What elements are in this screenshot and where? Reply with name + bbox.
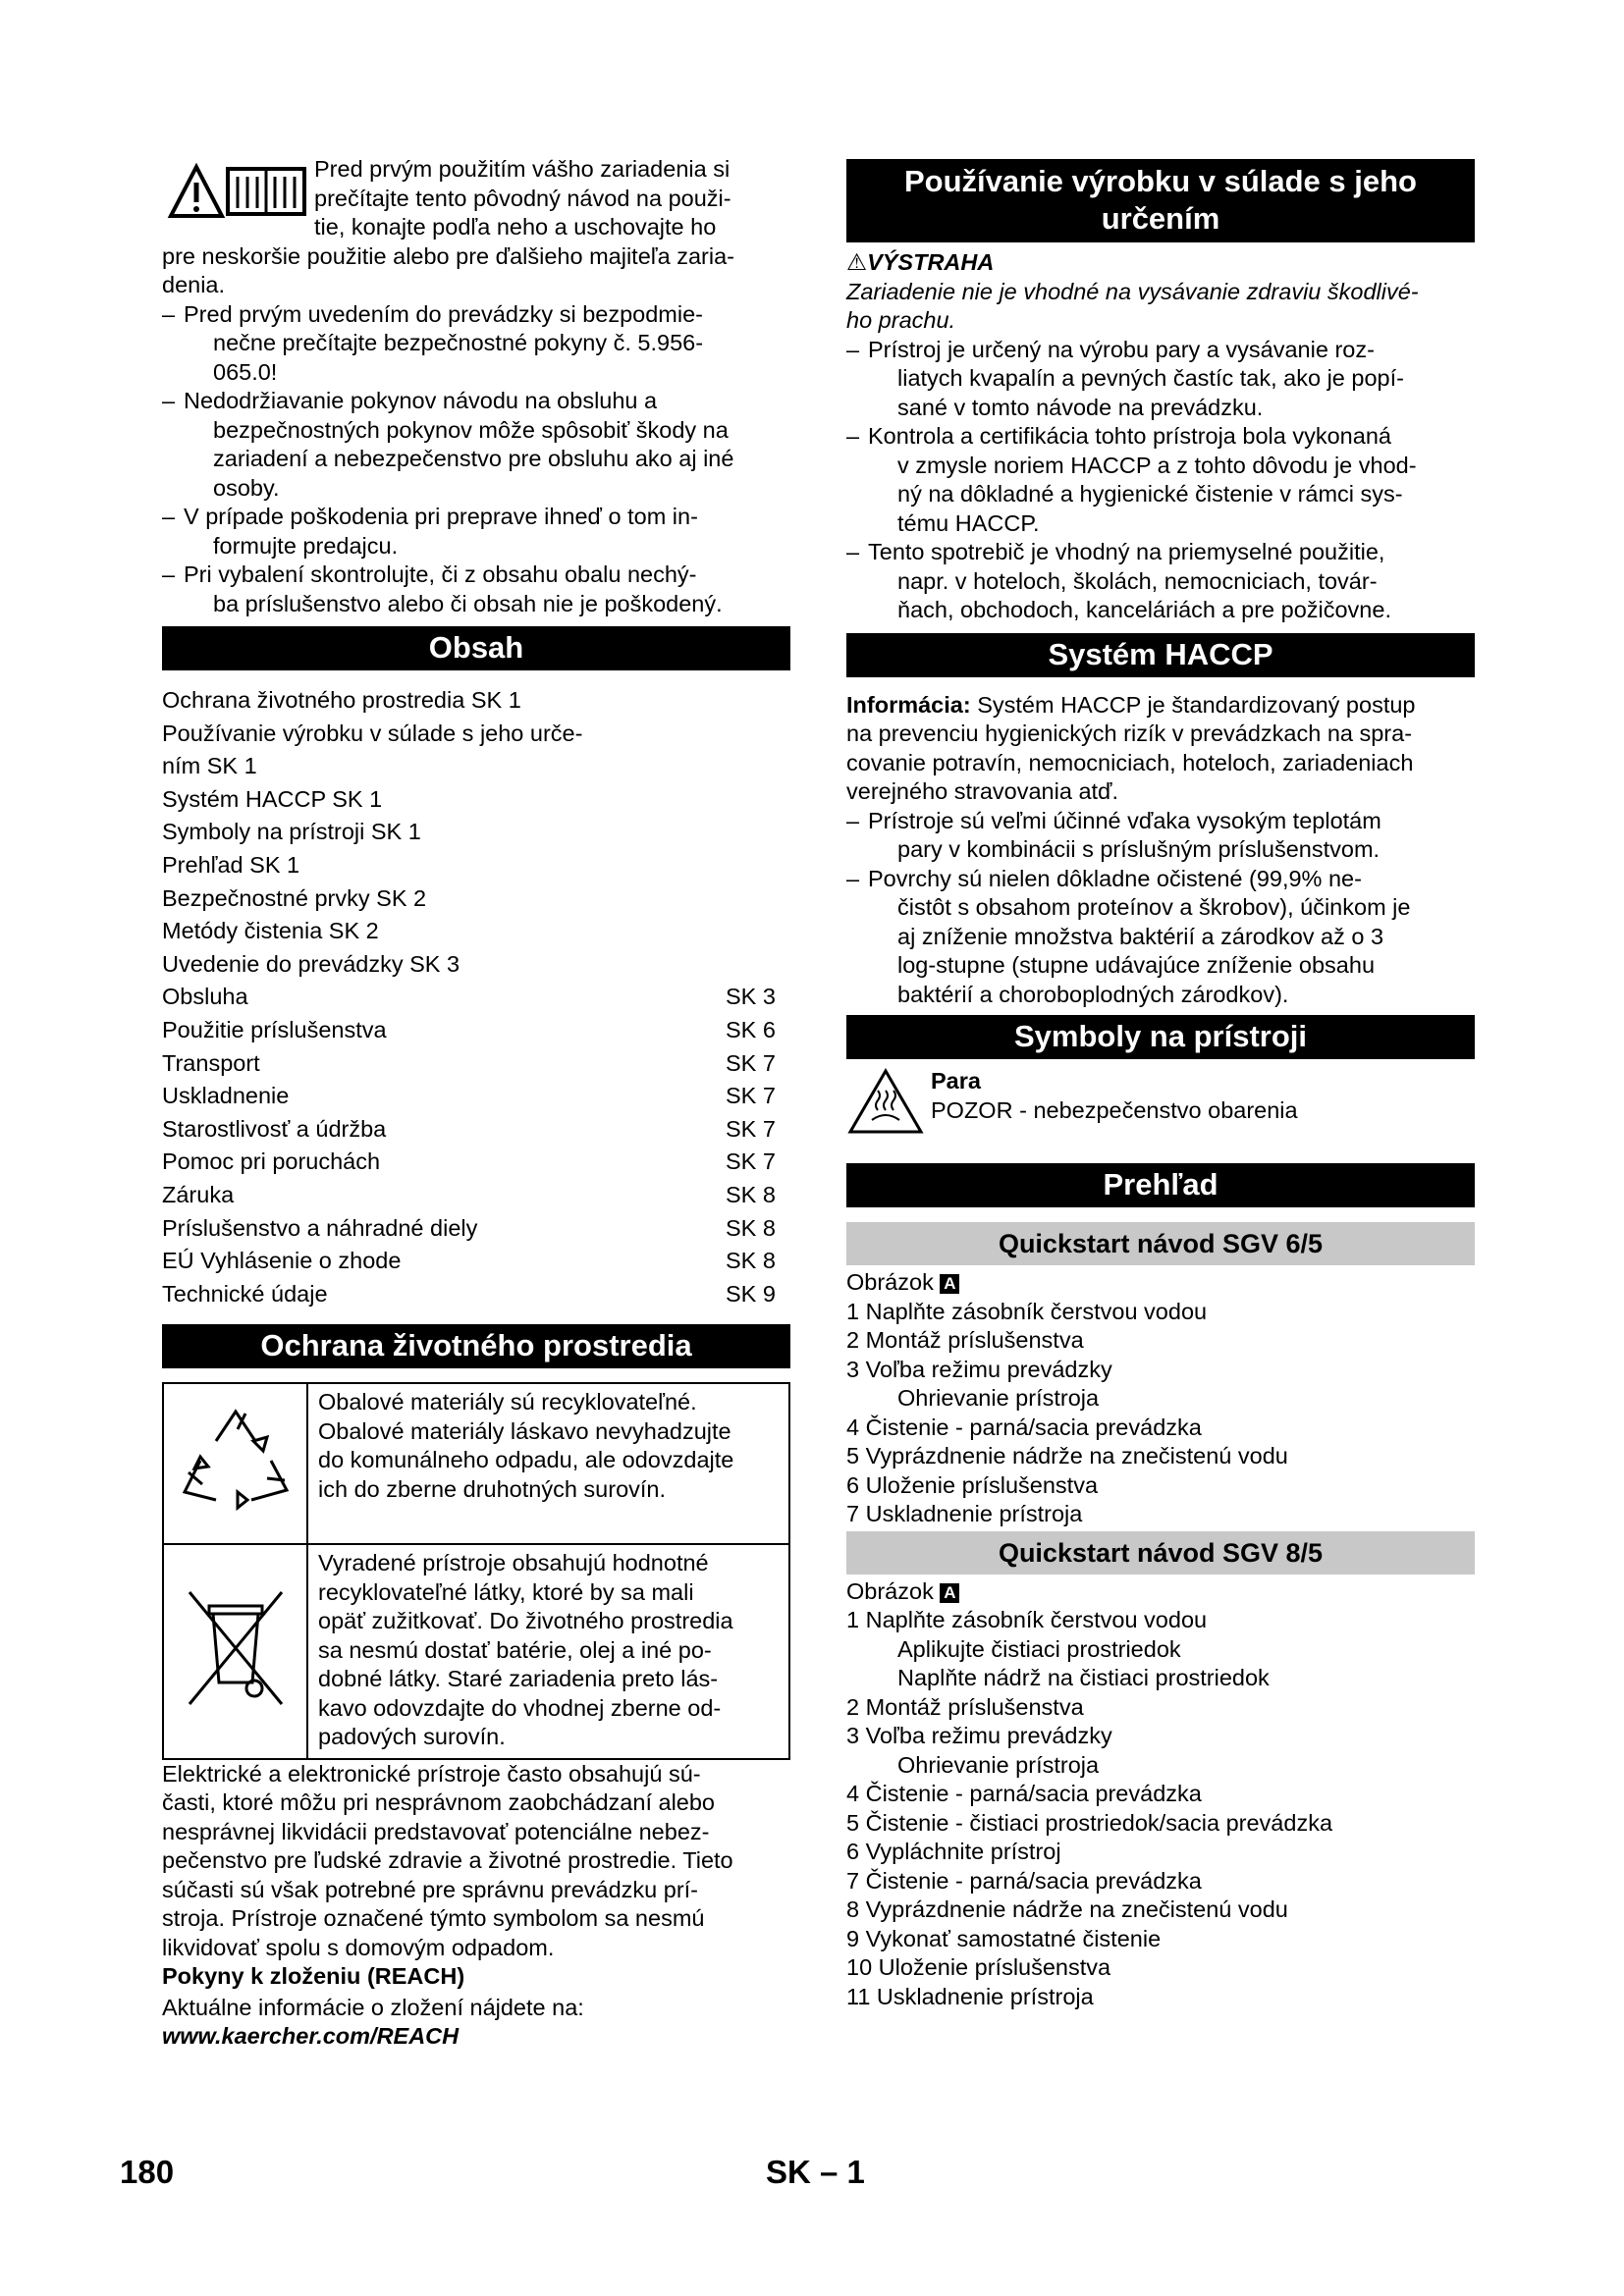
toc-entry[interactable]: Obsluha SK 3 [162,984,776,1010]
list-item: 9 Vykonať samostatné čistenie [846,1925,1162,1951]
intended-use-bullet: – Prístroj je určený na výrobu pary a vysávanie roz- liatych kvapalín a pevných častíc tak, ako je popí- sané v tomto návode na prevádzku. [846,336,1404,420]
recycle-icon [177,1402,295,1520]
section-number: SK – 1 [766,2154,865,2190]
left-column [162,155,790,2052]
quickstart-sgv-8-5: Obrázok A 1 Naplňte zásobník čerstvou vodou Aplikujte čistiaci prostriedok Naplňte nádrž na čistiaci prostriedok 2 Montáž príslušenstva 3 Voľba režimu prevádzky Ohrievanie prístroja 4 Čistenie - parná/sacia prevádzka 5 Čistenie - čistiaci prostriedok/sacia prevádzka 6 Vypláchnite prístroj 7 Čistenie - parná/sacia prevádzka 8 Vyprázdnenie nádrže na znečistenú vodu 9 Vykonať samostatné čistenie 10 Uloženie príslušenstva 11 Uskladnenie prístroja [846,1577,1475,2012]
toc-entry[interactable]: Používanie výrobku v súlade s jeho urče- [162,720,583,746]
toc-heading: Obsah [162,626,790,670]
warning-text: ho prachu. [846,307,956,333]
electro-text: Elektrické a elektronické prístroje často obsahujú sú- časti, ktoré môžu pri nesprávnom zaobchádzaní alebo nesprávnej likvidácii predstavovať potenciálne nebez- pečenstvo pre ľudské zdravie a životné prostredie. Tieto súčasti sú však potrebné pre správnu prevádzku prí- stroja. Prístroje označené týmto symbolom sa nesmú likvidovať spolu s domovým odpadom. [162,1760,733,1960]
intro-line: Pred prvým použitím vášho zariadenia si [314,156,731,182]
page-number: 180 [120,2154,175,2190]
toc-entry[interactable]: Príslušenstvo a náhradné diely SK 8 [162,1214,776,1241]
toc-entry[interactable]: Transport SK 7 [162,1049,776,1076]
intro-bullet: – V prípade poškodenia pri preprave ihneď o tom in- formujte predajcu. [162,504,698,559]
toc-entry[interactable]: Systém HACCP SK 1 [162,785,383,812]
toc-entry[interactable]: Uvedenie do prevádzky SK 3 [162,950,460,977]
intro-line: denia. [162,272,226,297]
haccp-bullet: – Prístroje sú veľmi účinné vďaka vysokým teplotám pary v kombinácii s príslušným príslušenstvom. [846,807,1381,862]
list-item: 1 Naplňte zásobník čerstvou vodou [846,1607,1208,1632]
intended-use-heading: Používanie výrobku v súlade s jeho určením [846,159,1475,242]
list-item: 10 Uloženie príslušenstva [846,1954,1111,1980]
list-item: 4 Čistenie - parná/sacia prevádzka [846,1414,1202,1440]
intended-use-bullet: – Tento spotrebič je vhodný na priemyselné použitie, napr. v hoteloch, školách, nemocniciach, továr- ňach, obchodoch, kanceláriách a pre požičovne. [846,539,1391,622]
overview-heading: Prehľad [846,1163,1475,1207]
list-item: 2 Montáž príslušenstva [846,1693,1084,1720]
symbols-heading: Symboly na prístroji [846,1015,1475,1059]
intro-line: tie, konajte podľa neho a uschovajte ho [314,214,717,240]
haccp-bullet: – Povrchy sú nielen dôkladne očistené (99,9% ne- čistôt s obsahom proteínov a škrobov), účinkom je aj zníženie množstva baktérií a zárodkov až o 3 log-stupne (stupne udávajúce zníženie obsahu baktérií a choroboplodných zárodkov). [846,865,1411,1007]
list-item: 6 Uloženie príslušenstva [846,1471,1099,1498]
toc-entry[interactable]: Ochrana životného prostredia SK 1 [162,687,521,713]
toc-entry[interactable]: Starostlivosť a údržba SK 7 [162,1115,776,1142]
list-item: 7 Uskladnenie prístroja [846,1501,1083,1526]
symbol-steam: Para POZOR - nebezpečenstvo obarenia [846,1067,1475,1136]
intended-use-bullet: – Kontrola a certifikácia tohto prístroja bola vykonaná v zmysle noriem HACCP a z tohto dôvodu je vhod- ný na dôkladné a hygienické čistenie v rámci sys- tému HACCP. [846,423,1417,536]
intro-block [162,155,790,618]
intro-bullet: – Nedodržiavanie pokynov návodu na obsluhu a bezpečnostných pokynov môže spôsobiť škody na zariadení a nebezpečenstvo pre obsluhu ako aj iné osoby. [162,388,734,501]
list-item: 8 Vyprázdnenie nádrže na znečistenú vodu [846,1896,1288,1922]
toc-entry[interactable]: EÚ Vyhlásenie o zhode SK 8 [162,1248,776,1274]
reach-title: Pokyny k zloženiu (REACH) [162,1963,465,1990]
haccp-info: Informácia: Systém HACCP je štandardizovaný postup [846,691,1416,718]
intro-bullet: – Pri vybalení skontrolujte, či z obsahu obalu nechý- ba príslušenstvo alebo či obsah nie je poškodený. [162,561,723,616]
toc-entry[interactable]: ním SK 1 [162,753,257,779]
list-item: 2 Montáž príslušenstva [846,1327,1084,1353]
intro-bullet: – Pred prvým uvedením do prevádzky si bezpodmie- nečne prečítajte bezpečnostné pokyny č. 5.956- 065.0! [162,300,704,385]
list-item: 6 Vypláchnite prístroj [846,1839,1061,1864]
environment-table: Obalové materiály sú recyklovateľné. Obalové materiály láskavo nevyhadzujte do komunálneho odpadu, ale odovzdajte ich do zberne druhotných surovín. Vyradené prístroje obsahujú hodnotné recyklovateľné látky, ktoré by sa mali opäť zužitkovať. Do životného prostredia sa nesmú dostať batérie, olej a iné po- dobné látky. Staré zariadenia preto lás- kavo odovzdajte do vhodnej zberne od- padových surovín. [162,1382,790,1760]
intro-line: prečítajte tento pôvodný návod na použi- [314,185,731,211]
toc-entry[interactable]: Pomoc pri poruchách SK 7 [162,1148,776,1175]
toc-entry[interactable]: Prehľad SK 1 [162,851,300,878]
toc-entry[interactable]: Bezpečnostné prvky SK 2 [162,884,427,911]
list-item: 5 Čistenie - čistiaci prostriedok/sacia prevádzka [846,1809,1333,1836]
warning-title: ⚠VÝSTRAHA [846,249,995,275]
toc-entry[interactable]: Symboly na prístroji SK 1 [162,819,421,845]
intro-line: pre neskoršie použitie alebo pre ďalšieho majiteľa zaria- [162,242,734,269]
toc-entry[interactable]: Metódy čistenia SK 2 [162,918,379,944]
figure-a-badge: A [940,1274,959,1294]
list-item: 4 Čistenie - parná/sacia prevádzka [846,1781,1202,1806]
list-item: Ohrievanie prístroja [897,1385,1100,1411]
list-item: 1 Naplňte zásobník čerstvou vodou [846,1298,1208,1324]
list-item: Ohrievanie prístroja [897,1751,1100,1778]
toc-entry[interactable]: Použitie príslušenstva SK 6 [162,1016,776,1042]
environment-heading: Ochrana životného prostredia [162,1324,790,1368]
right-column: Používanie výrobku v súlade s jeho určením ⚠VÝSTRAHA Zariadenie nie je vhodné na vysávanie zdraviu škodlivé- ho prachu. – Prístroj je určený na výrobu pary a vysávanie roz- liatych kvapalín a pevných častíc tak, ako je popí- sané v tomto návode na prevádzku. – Kontrola a certifikácia tohto prístroja bola vykonaná v zmysle noriem HACCP a z tohto dôvodu je vhod- ný na dôkladné a hygienické čistenie v rámci sys- tému HACCP. – Tento spotrebič je vhodný na priemyselné použitie, napr. v hoteloch, školách, nemocniciach, továr- ňach, obchodoch, kanceláriách a pre požičovne. Systém HACCP Informácia: Systém HACCP je štandardizovaný postup na prevenciu hygienických rizík v prevádzkach na spra- covanie potravín, nemocniciach, hoteloch, zariadeniach verejného stravovania atď. – Prístroje sú veľmi účinné vďaka vysokým teplotám pary v kombinácii s príslušným príslušenstvom. – Povrchy sú nielen dôkladne očistené (99,9% ne- čistôt s obsahom proteínov a škrobov), účinkom je aj zníženie množstva baktérií a zárodkov až o 3 log-stupne (stupne udávajúce zníženie obsahu baktérií a choroboplodných zárodkov). Symboly na prístroji Para POZOR - nebezpečenstvo obarenia Prehľad Quickstart návod SGV 6/5 Obrázok A 1 Naplňte zásobník čerstvou vodou 2 Montáž príslušenstva 3 Voľba režimu prevádzky Ohrievanie prístroja 4 Čistenie - parná/sacia prevádzka 5 Vyprázdnenie nádrže na znečistenú vodu 6 Uloženie príslušenstva 7 Uskladnenie prístroja Quickstart návod SGV 8/5 Obrázok A 1 Naplňte zásobník čerstvou vodou Aplikujte čistiaci prostriedok Naplňte nádrž na čistiaci prostriedok 2 Montáž príslušenstva 3 Voľba režimu prevádzky Ohrievanie prístroja 4 Čistenie - parná/sacia prevádzka 5 Čistenie - čistiaci prostriedok/sacia prevádzka 6 Vypláchnite prístroj 7 Čistenie - parná/sacia prevádzka 8 Vyprázdnenie nádrže na znečistenú vodu 9 Vykonať samostatné čistenie 10 Uloženie príslušenstva 11 Uskladnenie prístroja [846,159,1475,2011]
warning-icon: ⚠ [846,249,868,275]
list-item: 7 Čistenie - parná/sacia prevádzka [846,1867,1202,1894]
quickstart-sgv-8-5-heading: Quickstart návod SGV 8/5 [846,1531,1475,1575]
crossed-bin-icon [182,1584,290,1712]
warning-text: Zariadenie nie je vhodné na vysávanie zdraviu škodlivé- [846,278,1419,304]
steam-warning-icon [846,1067,925,1136]
reach-link[interactable]: www.kaercher.com/REACH [162,2023,460,2050]
reach-text: Aktuálne informácie o zložení nájdete na: [162,1994,584,2020]
figure-a-badge: A [940,1583,959,1603]
list-item: 5 Vyprázdnenie nádrže na znečistenú vodu [846,1443,1288,1468]
haccp-heading: Systém HACCP [846,633,1475,677]
table-of-contents [162,684,790,1310]
toc-entry[interactable]: Záruka SK 8 [162,1181,776,1207]
read-manual-icon [162,155,314,241]
quickstart-sgv-6-5: Obrázok A 1 Naplňte zásobník čerstvou vodou 2 Montáž príslušenstva 3 Voľba režimu prevádzky Ohrievanie prístroja 4 Čistenie - parná/sacia prevádzka 5 Vyprázdnenie nádrže na znečistenú vodu 6 Uloženie príslušenstva 7 Uskladnenie prístroja [846,1268,1475,1529]
toc-entry[interactable]: Technické údaje SK 9 [162,1280,776,1307]
list-item: 11 Uskladnenie prístroja [846,1983,1094,2009]
quickstart-sgv-6-5-heading: Quickstart návod SGV 6/5 [846,1222,1475,1265]
list-item: 3 Voľba režimu prevádzky [846,1356,1112,1382]
list-item: Naplňte nádrž na čistiaci prostriedok [897,1665,1270,1690]
toc-entry[interactable]: Uskladnenie SK 7 [162,1083,776,1109]
list-item: 3 Voľba režimu prevádzky [846,1723,1112,1748]
list-item: Aplikujte čistiaci prostriedok [897,1635,1181,1662]
